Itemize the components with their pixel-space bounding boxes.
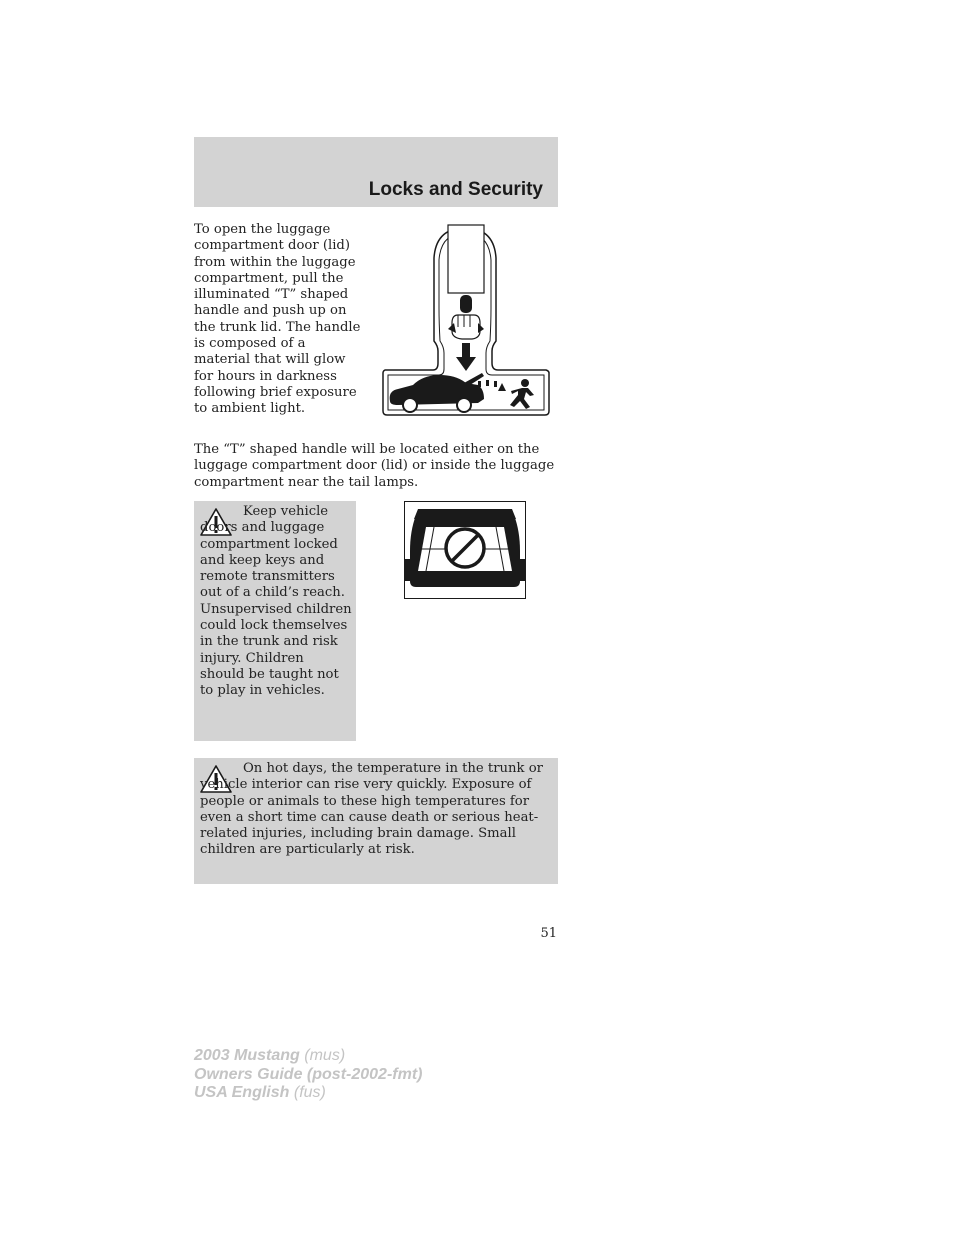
footer-line-2: Owners Guide (post-2002-fmt) xyxy=(194,1065,423,1083)
page-number: 51 xyxy=(540,926,557,941)
intro-paragraph: To open the luggage compartment door (lid) from within the luggage compartment, pull the illuminated “T” shaped handle and push up on the trunk lid. The handle is composed of a material that will glow for hours in darkness following brief exposure to ambient light. xyxy=(194,222,361,417)
location-paragraph: The “T” shaped handle will be located either on the luggage compartment door (lid) or inside the luggage compartment near the tail lamps. xyxy=(194,442,555,490)
document-footer xyxy=(194,1047,422,1103)
warning-text: On hot days, the temperature in the trunk or vehicle interior can rise very quickly. Exposure of people or animals to these high temperatures for even a short time can cause death or serious heat-related injuries, including brain damage. Small children are particularly at risk. xyxy=(200,761,543,858)
warning-text: Keep vehicle doors and luggage compartment locked and keep keys and remote transmitters out of a child’s reach. Unsupervised children could lock themselves in the trunk and risk injury. Children should be taught not to play in vehicles. xyxy=(200,504,352,699)
footer-line-3: USA English (fus) xyxy=(194,1084,326,1101)
section-header xyxy=(194,137,558,207)
heat-warning xyxy=(194,758,558,884)
child-safety-warning xyxy=(194,501,356,741)
open-trunk-no-children-illustration xyxy=(404,501,526,599)
trunk-release-handle-illustration xyxy=(378,223,553,418)
footer-line-1: 2003 Mustang (mus) xyxy=(194,1047,346,1064)
section-title: Locks and Security xyxy=(368,179,543,200)
